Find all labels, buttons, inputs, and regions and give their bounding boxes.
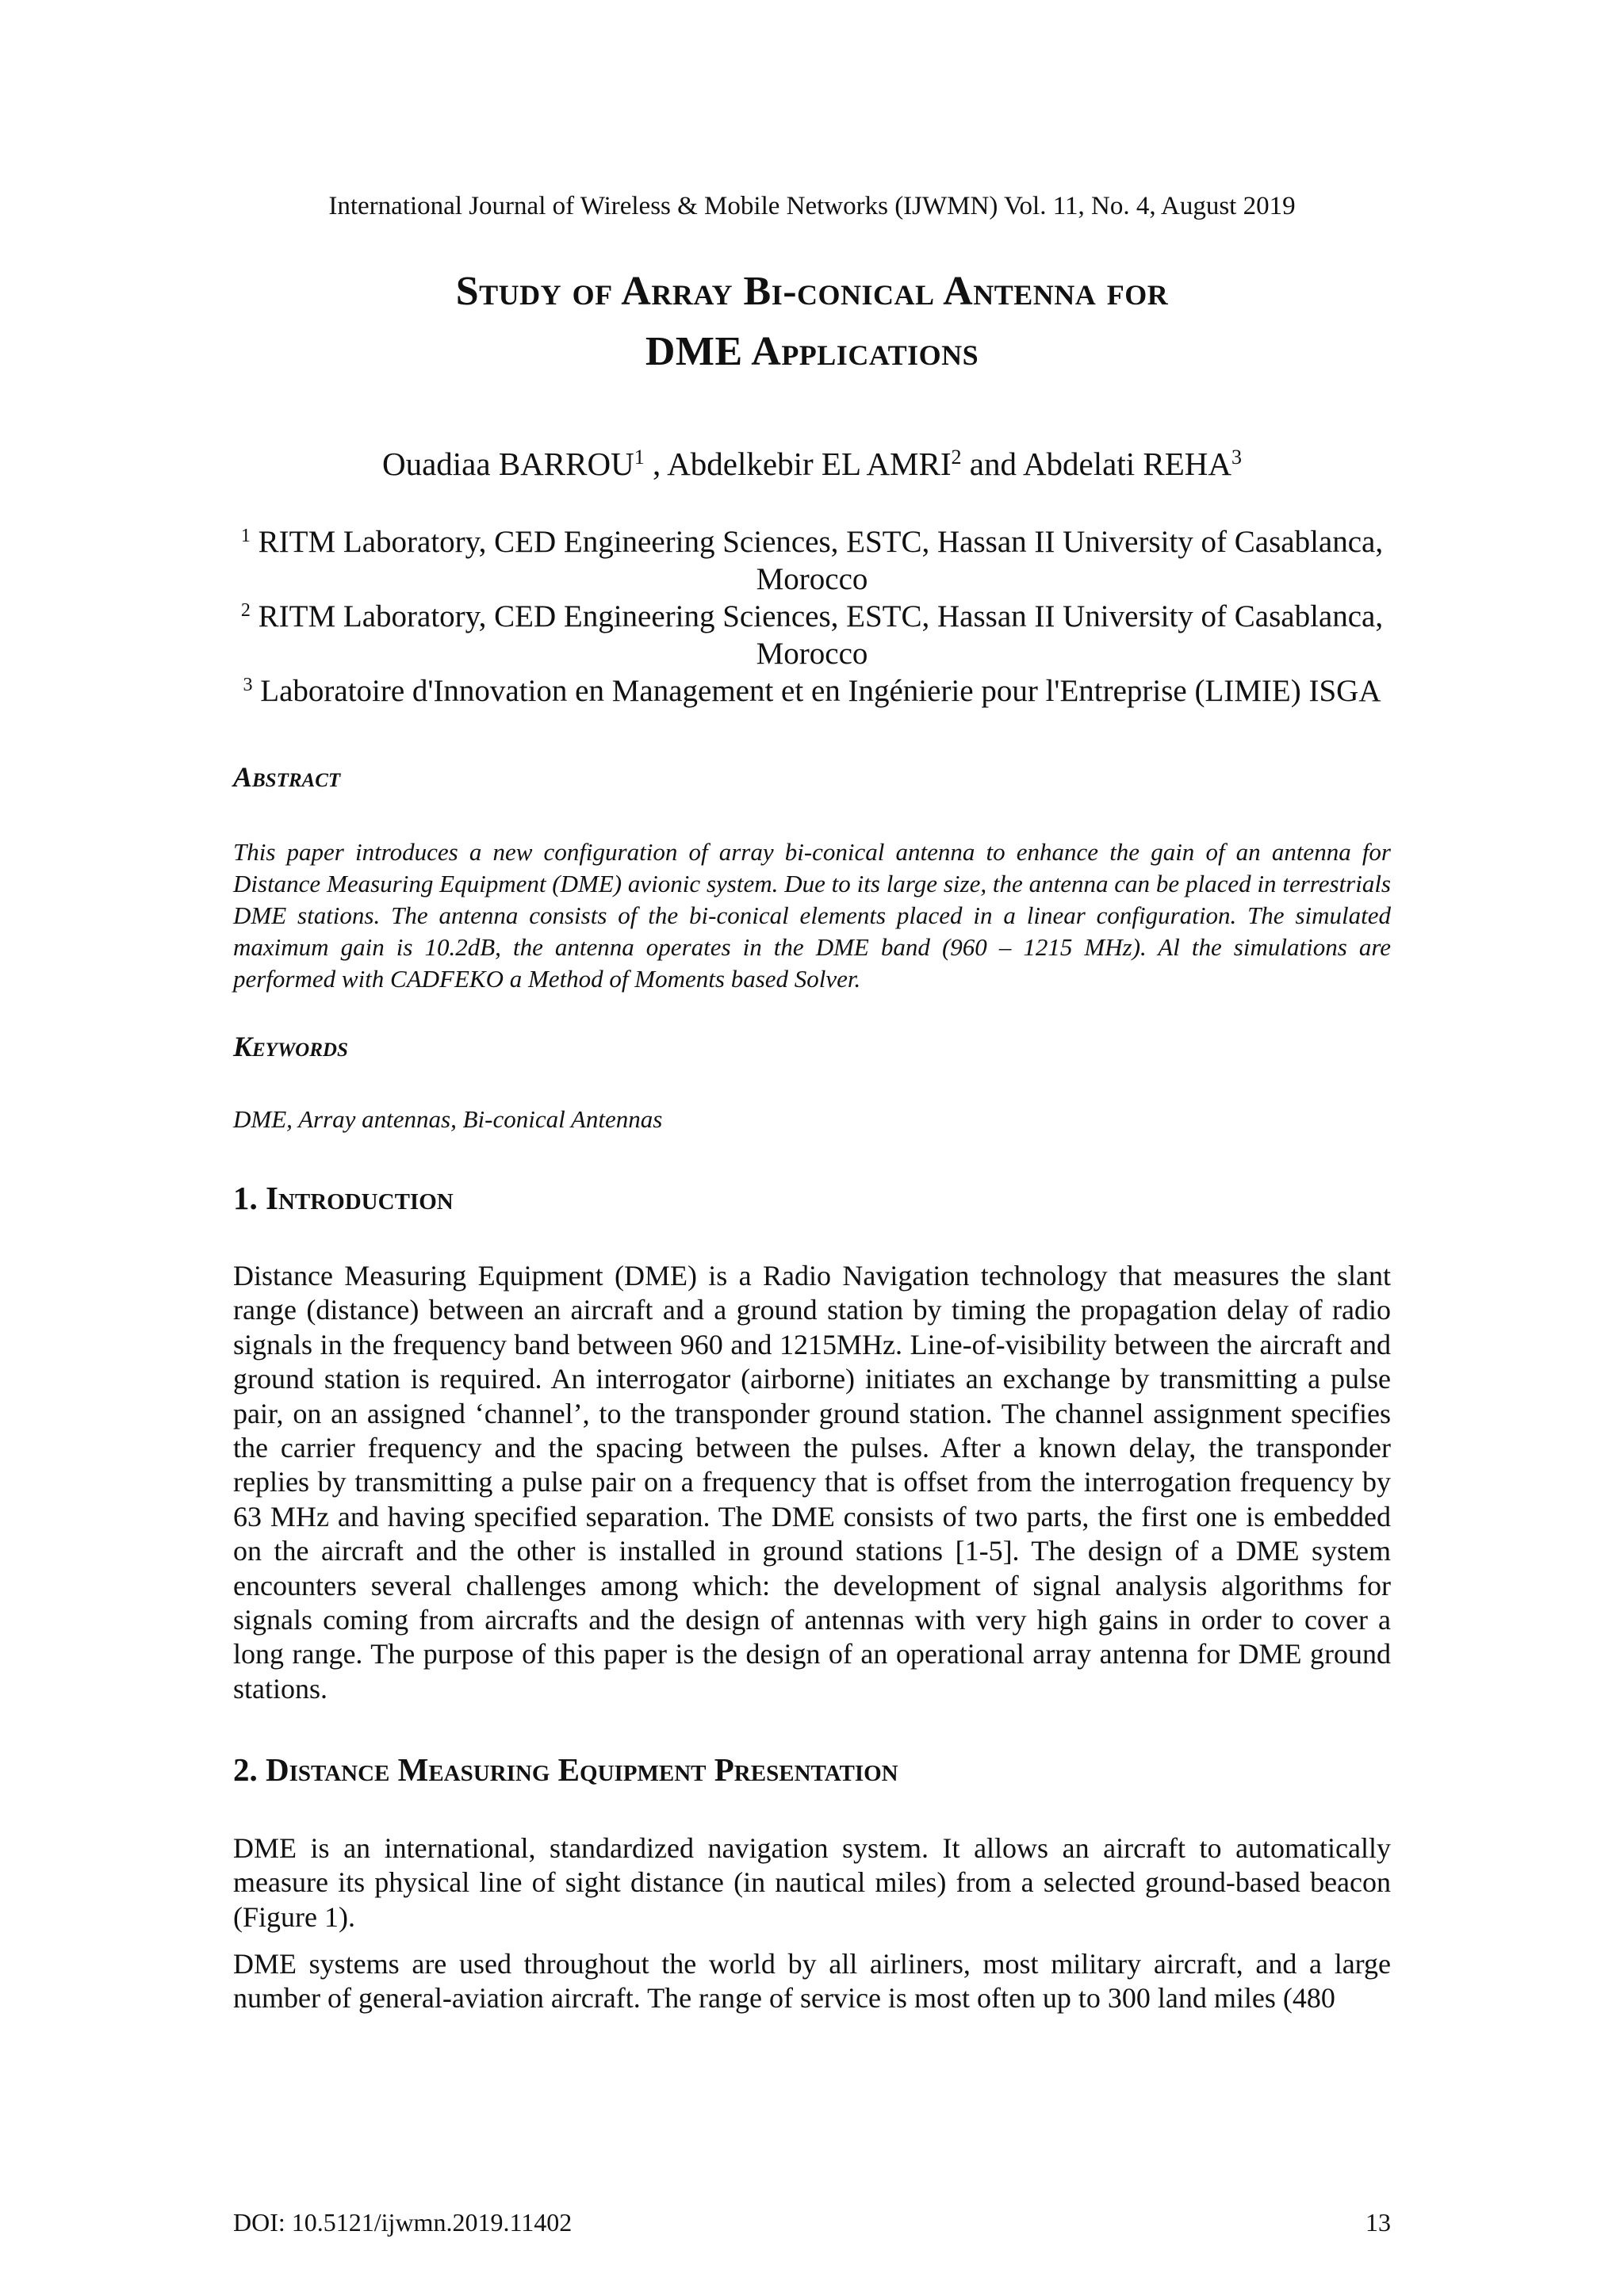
author-name: Abdelkebir EL AMRI	[667, 446, 952, 482]
affiliation-text: RITM Laboratory, CED Engineering Sciences, ESTC, Hassan II University of Casablanca, Morocco	[258, 599, 1384, 671]
title-line-1: Study of Array Bi-conical Antenna for	[455, 269, 1169, 314]
doi-footer: DOI: 10.5121/ijwmn.2019.11402	[233, 2208, 573, 2237]
affiliation-mark: 2	[240, 600, 251, 621]
keywords-heading: Keywords	[233, 1031, 348, 1062]
page-number: 13	[1365, 2208, 1391, 2237]
dme-paragraph-1: DME is an international, standardized navigation system. It allows an aircraft to automatically measure its physical line of sight distance (in nautical miles) from a selected ground-based beacon (Figure 1).	[233, 1832, 1391, 1933]
affiliation	[222, 672, 1402, 710]
section-heading-introduction: 1. Introduction	[233, 1180, 454, 1216]
affiliation	[222, 598, 1402, 672]
affiliation-text: RITM Laboratory, CED Engineering Sciences, ESTC, Hassan II University of Casablanca, Morocco	[258, 525, 1384, 596]
section-heading-dme-presentation: 2. Distance Measuring Equipment Presentation	[233, 1751, 898, 1788]
affiliation-list	[222, 523, 1402, 710]
introduction-paragraph: Distance Measuring Equipment (DME) is a Radio Navigation technology that measures the slant range (distance) between an aircraft and a ground station by timing the propagation delay of radio signals in the frequency band between 960 and 1215MHz. Line-of-visibility between the aircraft and ground station is required. An interrogator (airborne) initiates an exchange by transmitting a pulse pair, on an assigned ‘channel’, to the transponder ground station. The channel assignment specifies the carrier frequency and the spacing between the pulses. After a known delay, the transponder replies by transmitting a pulse pair on a frequency that is offset from the interrogation frequency by 63 MHz and having specified separation. The DME consists of two parts, the first one is embedded on the aircraft and the other is installed in ground stations [1-5]. The design of a DME system encounters several challenges among which: the development of signal analysis algorithms for signals coming from aircrafts and the design of antennas with very high gains in order to cover a long range. The purpose of this paper is the design of an operational array antenna for DME ground stations.	[233, 1260, 1391, 1705]
author-name: Abdelati REHA	[1022, 446, 1231, 482]
affiliation	[222, 523, 1402, 598]
keywords-text: DME, Array antennas, Bi-conical Antennas	[233, 1105, 663, 1133]
author-separator: ,	[644, 446, 668, 482]
journal-header: International Journal of Wireless & Mobile Networks (IJWMN) Vol. 11, No. 4, August 2019	[328, 192, 1296, 220]
affiliation-mark: 3	[243, 675, 253, 695]
author-name: Ouadiaa BARROU	[381, 446, 634, 482]
author-separator: and	[961, 446, 1023, 482]
affiliation-text: Laboratoire d'Innovation en Management et en Ingénierie pour l'Entreprise (LIMIE) ISGA	[260, 674, 1381, 708]
title-line-2: DME Applications	[645, 329, 979, 374]
author-affiliation-mark: 1	[634, 446, 645, 469]
dme-paragraph-2: DME systems are used throughout the world by all airliners, most military aircraft, and a large number of general-aviation aircraft. The range of service is most often up to 300 land miles (480	[233, 1948, 1391, 2015]
author-affiliation-mark: 2	[951, 446, 962, 469]
author-affiliation-mark: 3	[1231, 446, 1242, 469]
abstract-heading: Abstract	[233, 761, 341, 793]
paper-title	[0, 262, 1624, 382]
affiliation-mark: 1	[240, 526, 251, 546]
author-list	[0, 444, 1624, 484]
abstract-text: This paper introduces a new configuration of array bi-conical antenna to enhance the gain of an antenna for Distance Measuring Equipment (DME) avionic system. Due to its large size, the antenna can be placed in terrestrials DME stations. The antenna consists of the bi-conical elements placed in a linear configuration. The simulated maximum gain is 10.2dB, the antenna operates in the DME band (960 – 1215 MHz). Al the simulations are performed with CADFEKO a Method of Moments based Solver.	[233, 838, 1391, 993]
